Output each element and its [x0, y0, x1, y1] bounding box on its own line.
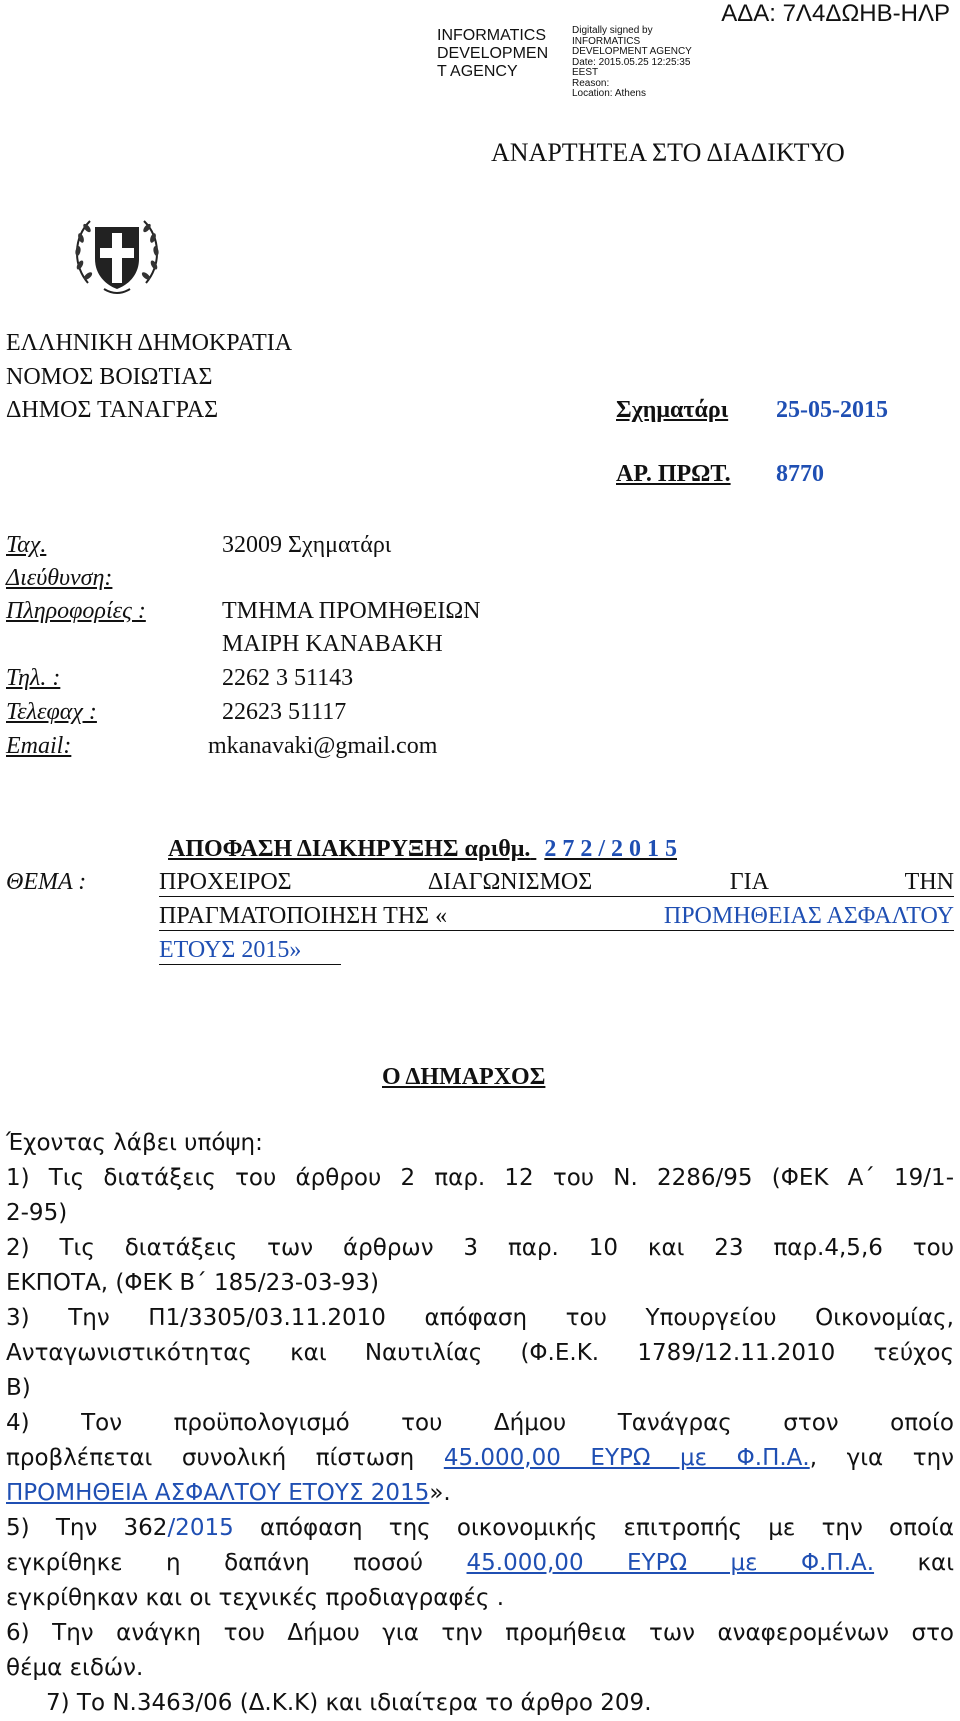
- fax-value: 22623 51117: [222, 699, 347, 725]
- signature-detail-line: Date: 2015.05.25 12:25:35: [572, 56, 691, 68]
- considerations-intro: Έχοντας λάβει υπόψη:: [6, 1130, 263, 1156]
- email-value: mkanavaki@gmail.com: [208, 733, 438, 759]
- signature-detail-line: Location: Athens: [572, 88, 646, 99]
- item-4-text: ».: [429, 1480, 451, 1506]
- decision-title: [168, 836, 677, 863]
- subject-line-3: ΕΤΟΥΣ 2015»: [159, 937, 302, 963]
- item-2-line: ΕΚΠΟΤΑ, (ΦΕΚ Β΄ 185/23-03-93): [6, 1270, 380, 1296]
- header-municipality: ΔΗΜΟΣ ΤΑΝΑΓΡΑΣ: [6, 397, 219, 423]
- item-5-line: [6, 1546, 954, 1581]
- tel-value: 2262 3 51143: [222, 665, 354, 691]
- subject-underline: [159, 896, 954, 897]
- item-5-amount: 45.000,00 ΕΥΡΩ με Φ.Π.Α.: [466, 1550, 875, 1576]
- signature-detail-line: EEST: [572, 67, 599, 78]
- item-5-text: απόφαση της οικονομικής επιτροπής με την οποία: [233, 1515, 954, 1541]
- item-5-text: 5) Την 362: [6, 1515, 168, 1541]
- signature-details: [572, 26, 692, 100]
- item-4-line: [6, 1441, 954, 1476]
- email-label: Email:: [6, 733, 72, 759]
- item-1-line: 1) Τις διατάξεις του άρθρου 2 παρ. 12 του Ν. 2286/95 (ΦΕΚ Α΄ 19/1-: [6, 1165, 954, 1191]
- item-4-amount: 45.000,00 ΕΥΡΩ με Φ.Π.Α.: [443, 1445, 810, 1471]
- tel-label: Τηλ. :: [6, 665, 61, 691]
- item-5-year: /2015: [167, 1515, 234, 1541]
- considerations: [6, 1126, 954, 1721]
- signature-org-line: T AGENCY: [437, 63, 518, 80]
- subject-underline: [159, 964, 341, 965]
- item-3-line: Β): [6, 1375, 31, 1401]
- signature-org-line: DEVELOPMEN: [437, 45, 549, 62]
- fax-label: Τελεφαχ :: [6, 699, 97, 725]
- decision-number: 2 7 2 / 2 0 1 5: [544, 836, 677, 862]
- signature-org: [437, 27, 548, 81]
- header-country: ΕΛΛΗΝΙΚΗ ΔΗΜΟΚΡΑΤΙΑ: [6, 330, 293, 356]
- address-value: 32009 Σχηματάρι: [222, 532, 392, 558]
- signature-detail-line: DEVELOPMENT AGENCY: [572, 46, 692, 57]
- subject-line-2: [159, 903, 954, 930]
- signature-detail-line: INFORMATICS: [572, 35, 641, 47]
- subject-line-1: ΠΡΟΧΕΙΡΟΣ ΔΙΑΓΩΝΙΣΜΟΣ ΓΙΑ ΤΗΝ: [159, 869, 954, 895]
- signature-org-line: INFORMATICS: [437, 27, 547, 44]
- info-person: ΜΑΙΡΗ ΚΑΝΑΒΑΚΗ: [222, 631, 443, 657]
- publish-note: ΑΝΑΡΤΗΤΕΑ ΣΤΟ ΔΙΑΔΙΚΤΥΟ: [491, 138, 845, 167]
- item-6-line: 6) Την ανάγκη του Δήμου για την προμήθεια των αναφερομένων στο: [6, 1620, 954, 1646]
- item-5-line: εγκρίθηκαν και οι τεχνικές προδιαγραφές .: [6, 1585, 505, 1611]
- item-4-link: ΠΡΟΜΗΘΕΙΑ ΑΣΦΑΛΤΟΥ ΕΤΟΥΣ 2015: [6, 1480, 430, 1506]
- item-4-line: [6, 1476, 954, 1511]
- signature-detail-line: Reason:: [572, 77, 610, 89]
- item-4-line: 4) Τον προϋπολογισμό του Δήμου Τανάγρας στον οποίο: [6, 1410, 954, 1436]
- address-label: Ταχ.: [6, 532, 47, 558]
- item-6-line: θέμα ειδών.: [6, 1655, 144, 1681]
- info-department: ΤΜΗΜΑ ΠΡΟΜΗΘΕΙΩΝ: [222, 598, 481, 624]
- subject-line-2-b: ΠΡΟΜΗΘΕΙΑΣ ΑΣΦΑΛΤΟΥ: [663, 903, 954, 929]
- coat-of-arms-icon: [68, 203, 166, 301]
- item-5-text: και: [874, 1550, 955, 1576]
- item-3-line: Ανταγωνιστικότητας και Ναυτιλίας (Φ.Ε.Κ. 1789/12.11.2010 τεύχος: [6, 1340, 954, 1366]
- mayor-heading: Ο ΔΗΜΑΡΧΟΣ: [382, 1064, 546, 1090]
- subject-line-2-a: ΠΡΑΓΜΑΤΟΠΟΙΗΣΗ ΤΗΣ «: [159, 903, 448, 929]
- header-place: Σχηματάρι: [616, 397, 729, 423]
- decision-title-text: ΑΠΟΦΑΣΗ ΔΙΑΚΗΡΥΞΗΣ αριθμ.: [168, 836, 531, 862]
- item-3-line: 3) Την Π1/3305/03.11.2010 απόφαση του Υπουργείου Οικονομίας,: [6, 1305, 954, 1331]
- item-4-text: προβλέπεται συνολική πίστωση: [6, 1445, 444, 1471]
- protocol-label: ΑΡ. ΠΡΩΤ.: [616, 461, 731, 487]
- header-prefecture: ΝΟΜΟΣ ΒΟΙΩΤΙΑΣ: [6, 364, 213, 390]
- info-label: Πληροφορίες :: [6, 598, 146, 624]
- item-5-text: εγκρίθηκε η δαπάνη ποσού: [6, 1550, 467, 1576]
- protocol-number: 8770: [776, 461, 824, 487]
- item-2-line: 2) Τις διατάξεις των άρθρων 3 παρ. 10 και 23 παρ.4,5,6 του: [6, 1235, 954, 1261]
- signature-detail-line: Digitally signed by: [572, 25, 653, 36]
- subject-underline: [159, 930, 954, 931]
- item-1-line: 2-95): [6, 1200, 68, 1226]
- header-date: 25-05-2015: [776, 397, 888, 423]
- item-4-text: , για την: [809, 1445, 955, 1471]
- item-5-line: [6, 1511, 954, 1546]
- ada-code: ΑΔΑ: 7Λ4ΔΩΗΒ-ΗΛΡ: [721, 0, 950, 27]
- item-7-line: 7) Το Ν.3463/06 (Δ.Κ.Κ) και ιδιαίτερα το άρθρο 209.: [46, 1690, 652, 1716]
- address-label-2: Διεύθυνση:: [6, 565, 113, 591]
- subject-label: ΘΕΜΑ :: [6, 869, 87, 895]
